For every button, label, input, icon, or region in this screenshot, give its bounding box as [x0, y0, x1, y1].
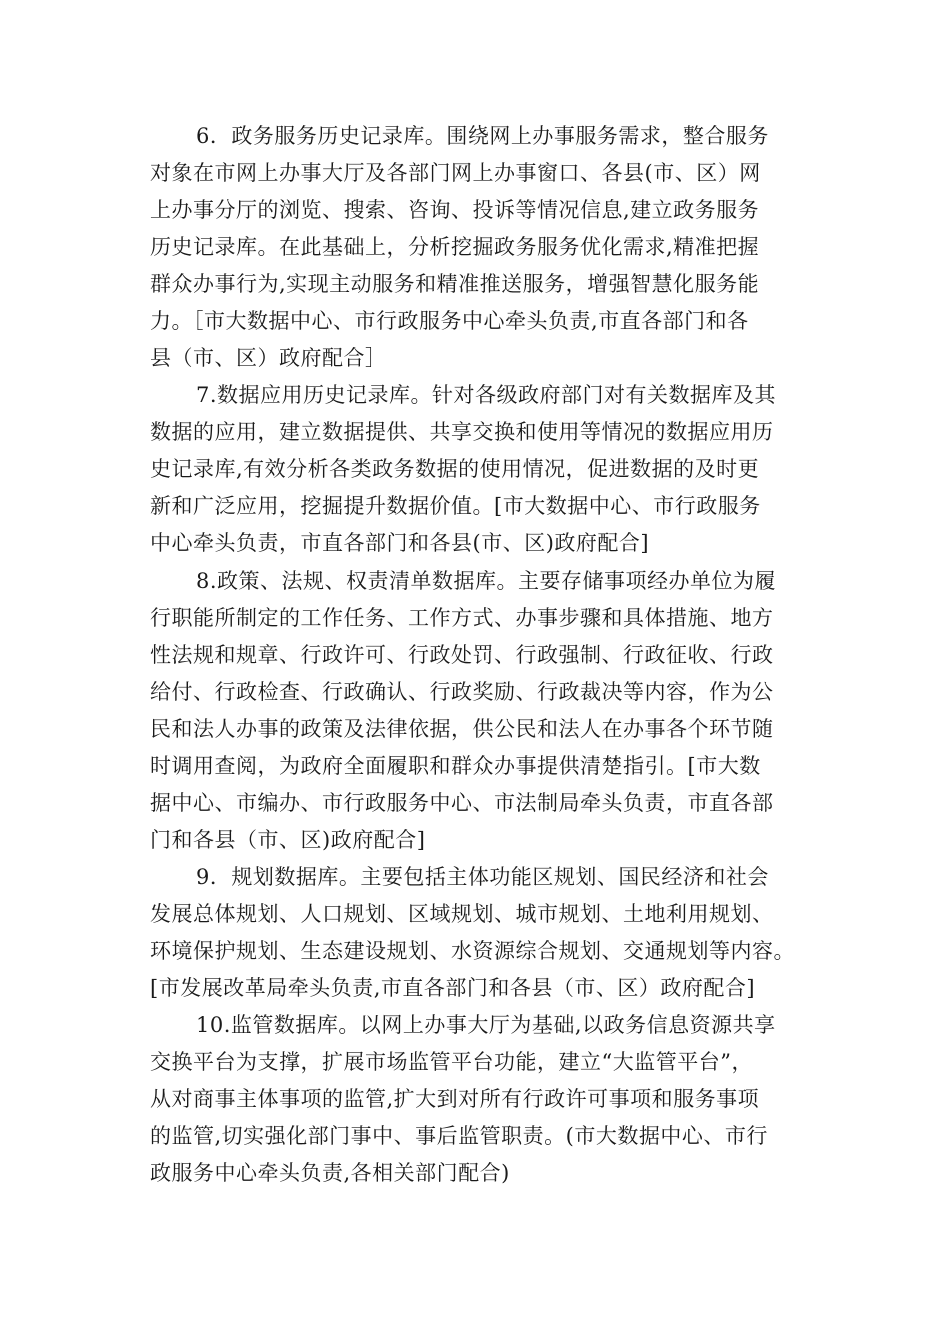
paragraph-line: 群众办事行为,实现主动服务和精准推送服务，增强智慧化服务能 — [150, 272, 760, 296]
paragraph-line: 发展总体规划、人口规划、区域规划、城市规划、土地利用规划、 — [150, 902, 774, 926]
paragraph-line: 上办事分厅的浏览、搜索、咨询、投诉等情况信息,建立政务服务 — [150, 198, 760, 222]
paragraph-line: 9．规划数据库。主要包括主体功能区规划、国民经济和社会 — [196, 865, 769, 889]
paragraph-line: 史记录库,有效分析各类政务数据的使用情况，促进数据的及时更 — [150, 457, 760, 481]
paragraph-line: 历史记录库。在此基础上，分析挖掘政务服务优化需求,精准把握 — [150, 235, 760, 259]
paragraph-line: 10.监管数据库。以网上办事大厅为基础,以政务信息资源共享 — [196, 1013, 776, 1037]
paragraph-line: 力。［市大数据中心、市行政服务中心牵头负责,市直各部门和各 — [150, 309, 749, 333]
paragraph-line: 县（市、区）政府配合］ — [150, 346, 387, 370]
paragraph-line: 交换平台为支撑，扩展市场监管平台功能，建立“大监管平台”， — [150, 1050, 753, 1074]
paragraph-line: 据中心、市编办、市行政服务中心、市法制局牵头负责，市直各部 — [150, 791, 774, 815]
paragraph-line: 民和法人办事的政策及法律依据，供公民和法人在办事各个环节随 — [150, 717, 774, 741]
paragraph-line: 8.政策、法规、权责清单数据库。主要存储事项经办单位为履 — [196, 569, 777, 593]
paragraph-line: 对象在市网上办事大厅及各部门网上办事窗口、各县(市、区）网 — [150, 161, 761, 185]
paragraph-line: 新和广泛应用，挖掘提升数据价值。[市大数据中心、市行政服务 — [150, 494, 761, 518]
paragraph-line: 数据的应用，建立数据提供、共享交换和使用等情况的数据应用历 — [150, 420, 774, 444]
paragraph-line: 时调用查阅，为政府全面履职和群众办事提供清楚指引。[市大数 — [150, 754, 761, 778]
paragraph-line: 7.数据应用历史记录库。针对各级政府部门对有关数据库及其 — [196, 383, 777, 407]
paragraph-line: 环境保护规划、生态建设规划、水资源综合规划、交通规划等内容。 — [150, 939, 795, 963]
paragraph-line: 门和各县（市、区)政府配合] — [150, 828, 426, 852]
paragraph-line: 中心牵头负责，市直各部门和各县(市、区)政府配合] — [150, 531, 650, 555]
paragraph-line: [市发展改革局牵头负责,市直各部门和各县（市、区）政府配合] — [150, 976, 756, 1000]
paragraph-line: 行职能所制定的工作任务、工作方式、办事步骤和具体措施、地方 — [150, 606, 774, 630]
paragraph-line: 的监管,切实强化部门事中、事后监管职责。(市大数据中心、市行 — [150, 1124, 768, 1148]
paragraph-line: 政服务中心牵头负责,各相关部门配合) — [150, 1161, 510, 1185]
paragraph-line: 6．政务服务历史记录库。围绕网上办事服务需求，整合服务 — [196, 124, 769, 148]
paragraph-line: 从对商事主体事项的监管,扩大到对所有行政许可事项和服务事项 — [150, 1087, 760, 1111]
paragraph-line: 性法规和规章、行政许可、行政处罚、行政强制、行政征收、行政 — [150, 643, 774, 667]
paragraph-line: 给付、行政检查、行政确认、行政奖励、行政裁决等内容，作为公 — [150, 680, 774, 704]
